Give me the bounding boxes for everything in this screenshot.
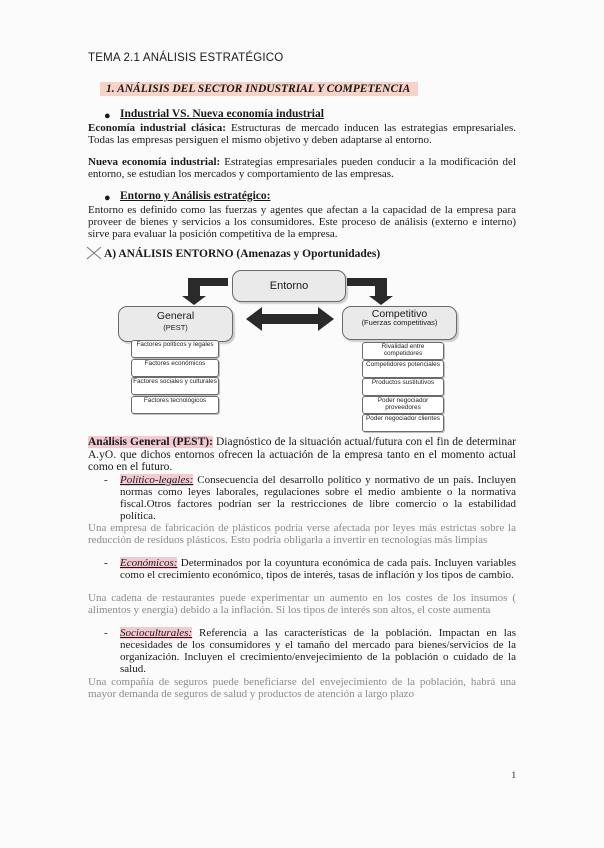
term-economia-clasica: Economía industrial clásica: <box>88 122 226 134</box>
example-sociocultural: Una compañía de seguros puede beneficiarse del envejecimiento de la población, habrá una mayor demanda de seguros de salud y productos de atención a largo plazo <box>88 676 516 700</box>
topic-title: TEMA 2.1 ANÁLISIS ESTRATÉGICO <box>88 52 284 64</box>
example-politico: Una empresa de fabricación de plásticos podría verse afectada por leyes más estrictas sobre la reducción de residuos plásticos. Esto podría obligarla a invertir en tecnologías más limpias <box>88 522 516 546</box>
comp-potenciales: Competidores potenciales <box>362 360 444 378</box>
pest-text: Diagnóstico de la situación actual/futura con el fin de determinar A.yO. que dichos entornos ofrecen la actuación de la empresa tanto en el momento actual como en el futuro. <box>88 436 517 473</box>
factor-tecnologicos: Factores tecnológicos <box>131 396 219 414</box>
bullet-dot: ● <box>104 110 111 122</box>
text-sociocultural: Referencia a las características de la población. Impactan en las necesidades de los consumidores y el tamaño del mercado para bienes/servicios de la organización. Incluyen el crecimiento/envejecimiento de la población o cuidado de la salud. <box>120 627 516 675</box>
pest-term: Análisis General (PEST): <box>88 436 213 448</box>
section-1-heading: 1. ANÁLISIS DEL SECTOR INDUSTRIAL Y COMPETENCIA <box>100 82 418 96</box>
bullet1-heading: Industrial VS. Nueva economía industrial <box>120 108 324 120</box>
text-economico: Determinados por la coyuntura económica de cada país. Incluyen variables como el crecimiento económico, tipos de interés, tasas de inflación y los tipos de cambio. <box>120 557 516 581</box>
dash-marker: - <box>104 557 108 569</box>
comp-clientes: Poder negociador clientes <box>362 414 444 432</box>
arrow-down-left-icon <box>180 272 230 306</box>
general-pest-box <box>118 306 233 342</box>
label-economico: Económicos: <box>120 557 178 569</box>
bullet2-heading: Entorno y Análisis estratégico: <box>120 190 271 202</box>
cross-mark-icon <box>86 246 102 260</box>
text-politico: Consecuencia del desarrollo político y normativo de un país. Incluyen normas como leyes laborales, regulaciones sobre el medio ambiente o la normativa fiscal.Otros factores podrían ser la restricciones de libre comercio o la estabilidad política. <box>120 474 516 522</box>
bullet-dot: ● <box>104 192 111 204</box>
competitivo-title: Competitivo <box>371 308 428 320</box>
term-nueva-economia: Nueva economía industrial: <box>88 156 221 168</box>
comp-sustitutivos: Productos sustitutivos <box>362 378 444 396</box>
dash-marker: - <box>104 474 108 486</box>
text-economia-clasica: Estructuras de mercado inducen las estrategias empresariales. Todas las empresas persiguen el mismo objetivo y deben adaptarse al entorno. <box>88 122 516 146</box>
example-economico: Una cadena de restaurantes puede experimentar un aumento en los costes de los insumos ( alimentos y energía) debido a la inflación. Si los tipos de interés son altos, el coste aumenta <box>88 592 516 616</box>
section-a-heading: A) ANÁLISIS ENTORNO (Amenazas y Oportunidades) <box>104 248 381 260</box>
bullet1-body <box>88 122 516 146</box>
comp-rivalidad: Rivalidad entre competidores <box>362 342 444 360</box>
label-sociocultural: Socioculturales: <box>120 627 193 639</box>
entorno-box <box>232 270 346 302</box>
bullet2-body: Entorno es definido como las fuerzas y agentes que afectan a la capacidad de la empresa para proveer de bienes y servicios a los consumidores. Este proceso de análisis (externo e interno) sirve para evaluar la posición competitiva de la empresa. <box>88 204 516 240</box>
double-arrow-icon <box>246 306 334 332</box>
pest-item-economico <box>120 557 516 581</box>
general-subtitle: (PEST) <box>163 323 188 332</box>
competitivo-subtitle: (Fuerzas competitivas) <box>361 318 438 327</box>
dash-marker: - <box>104 627 108 639</box>
pest-item-politico <box>120 474 516 522</box>
factor-economicos: Factores económicos <box>131 359 219 377</box>
factor-politicos: Factores políticos y legales <box>131 340 219 358</box>
page-number: 1 <box>511 770 516 780</box>
label-politico: Político-legales: <box>120 474 194 486</box>
comp-proveedores: Poder negociador proveedores <box>362 396 444 414</box>
entorno-label: Entorno <box>269 280 309 292</box>
pest-item-sociocultural <box>120 627 516 675</box>
text-nueva-economia: Estrategias empresariales pueden conducir a la modificación del entorno, se estudian los mercados y comportamiento de las empresas. <box>88 156 516 180</box>
pest-paragraph <box>88 436 516 474</box>
competitivo-box <box>342 306 457 340</box>
bullet1-body-2 <box>88 156 516 180</box>
general-title: General <box>156 310 195 322</box>
factor-sociales: Factores sociales y culturales <box>131 377 219 395</box>
arrow-down-right-icon <box>345 272 395 306</box>
